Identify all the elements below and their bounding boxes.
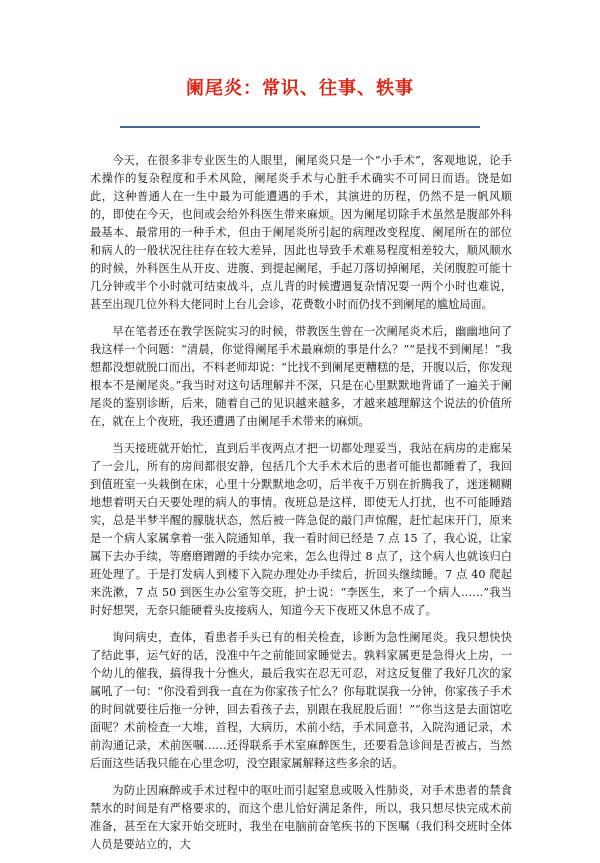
paragraph-2: 早在笔者还在教学医院实习的时候，带教医生曾在一次阑尾炎术后，幽幽地问了我这样一个问题：“清晨，你觉得阑尾手术最麻烦的事是什么？”“是找不到阑尾！”我想都没想就脱口而出，不料老师却说：“比找不到阑尾更糟糕的是，开腹以后，你发现根本不是阑尾炎。”我当时对这句话理解并不深，只是在心里默默地背诵了一遍关于阑尾炎的鉴别诊断，后来，随着自己的见识越来越多，才越来越理解这个说法的价值所在，就在上个夜班，我还遭遇了由阑尾手术带来的麻烦。 [90,325,512,428]
document-title: 阑尾炎：常识、往事、轶事 [186,78,414,99]
paragraph-3: 当天接班就开始忙，直到后半夜两点才把一切都处理妥当，我站在病房的走廊呆了一会儿，所有的房间都很安静，包括几个大手术术后的患者可能也都睡着了，我回到值班室一头栽倒在床，心里十分默默地念叨，后半夜千万别在折腾我了，迷迷糊糊地想着明天白天要处理的病人的事情。夜班总是这样，即使无人打扰，也不可能睡踏实，总是半梦半醒的朦胧状态，然后被一阵急促的敲门声惊醒，赶忙起床开门，原来是一个病人家属拿着一张入院通知单，我一看时间已经是 7 点 15 了，我心说，让家属下去办手续，等磨磨蹭蹭的手续办完来，怎么也得过 8 点了，这个病人也就该归白班处理了。于是打发病人到楼下入院办理处办手续后，折回头继续睡。7 点 40 爬起来洗漱，7 点 50 到医生办公室等交班，护士说：“李医生，来了一个病人……”我当时好想哭，无奈只能硬着头皮接病人，知道今天下夜班又休息不成了。 [90,442,512,617]
paragraph-1: 今天，在很多非专业医生的人眼里，阑尾炎只是一个“小手术”，客观地说，论手术操作的复杂程度和手术风险，阑尾炎手术与心脏手术确实不可同日而语。饶是如此，这种普通人在一生中最为可能遭遇的手术，其演进的历程，仍然不是一帆风顺的，即使在今天，也间或会给外科医生带来麻烦。因为阑尾切除手术虽然是腹部外科最基本、最常用的一种手术，但由于阑尾炎所引起的病理改变程度、阑尾所在的部位和病人的一般状况往往存在较大差异，因此也导致手术难易程度相差较大，顺风顺水的时候，外科医生从开皮、进腹、到提起阑尾，手起刀落切掉阑尾，关闭腹腔可能十几分钟或半个小时就可结束战斗，点儿背的时候遭遇复杂情况耍一两个小时也难说，甚至出现几位外科大佬同时上台儿会诊，花费数小时而仍找不到阑尾的尴尬局面。 [90,154,512,311]
paragraph-4: 询问病史，查体，看患者手头已有的相关检查，诊断为急性阑尾炎。我只想快快了结此事，运气好的话，没准中午之前能回家睡觉去。孰料家属更是急得火上房，一个幼儿的催我，搞得我十分憔火，最后我实在忍无可忍，对这反复催了我好几次的家属吼了一句：“你没看到我一直在为你家孩子忙么？你每耽误我一分钟，你家孩子手术的时间就要往后拖一分钟，回去看孩子去，别跟在我屁股后面！”“你当这是去面馆吃面呢？术前检查一大堆，首程，大病历，术前小结，手术同意书，入院沟通记录，术前沟通记录，术前医嘱……还得联系手术室麻醉医生，还要看急诊间是否被占，当然后面这些话我只能在心里念叨，没空跟家属解释这些多余的话。 [90,631,512,770]
paragraph-5: 为防止因麻醉或手术过程中的呕吐而引起窒息或吸入性肺炎，对手术患者的禁食禁水的时间是有严格要求的，而这个患儿恰好满足条件，所以，我只想尽快完成术前准备，甚至在大家开始交班时，我坐在电脑前奋笔疾书的下医嘱（我们科交班时全体人员是要站立的，大 [90,784,512,851]
title-divider [120,126,480,128]
document-body [90,152,512,863]
